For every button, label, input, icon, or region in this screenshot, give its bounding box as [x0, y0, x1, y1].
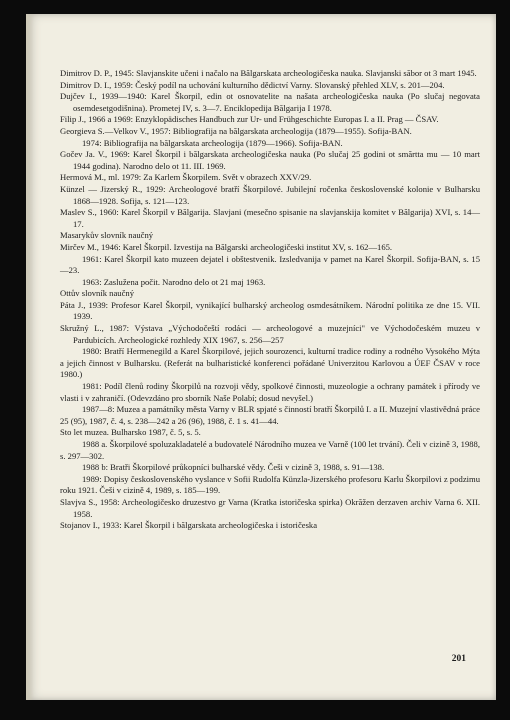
bibliography-entry: Mirčev M., 1946: Karel Škorpil. Izvestija na Bălgarski archeologičeski institut XV, s. 162—165. [60, 241, 393, 252]
bibliography-entry: 1988 a. Škorpilové spoluzakladatelé a budovatelé Národního muzea ve Varně (100 let trvání). Čeli v cizině 3, 1988, s. 297—302. [60, 439, 480, 461]
bibliography-entry: 1981: Podíl členů rodiny Škorpilů na rozvoji vědy, spolkové činnosti, muzeologie a ochrany památek i přírody ve vlasti i v zahraničí. (Odevzdáno pro sborník Naše Polabí; dosud nevyšel.) [60, 381, 480, 403]
bibliography-entry: Stojanov I., 1933: Karel Škorpil i bălgarskata archeologičeska i istoričeska [60, 520, 318, 531]
bibliography-entry: Dimitrov D. P., 1945: Slavjanskite učeni i načalo na Bălgarskata archeologičeska nauka. Slavjanski săbor ot 3 mart 1945. [60, 68, 477, 78]
page-number: 201 [451, 654, 466, 664]
bibliography-entry: Slavjva S., 1958: Archeologičesko druzestvo gr Varna (Kratka istoričeska spirka) Okrăžen derzaven archiv Varna 6. XII. 1958. [60, 496, 480, 519]
bibliography-entry: Georgieva S.—Velkov V., 1957: Bibliografija na bălgarskata archeologija (1879—1955). Sofija-BAN. [60, 125, 412, 136]
bibliography-entry: 1987—8: Muzea a památníky města Varny v BLR spjaté s činností bratří Škorpilů I. a II. Muzejní vlastivědná práce 25 (95), 1987, č. 4, s. 238—242 a 26 (96), 1988, č. 1 s. 41—44. [60, 404, 480, 426]
page-spine-shadow [26, 14, 34, 700]
bibliography-entry: 1963: Zaslužena počit. Narodno delo ot 21 maj 1963. [82, 276, 266, 287]
bibliography-list [60, 68, 480, 532]
bibliography-entry: Künzel — Jizerský R., 1929: Archeologové bratří Škorpilové. Jubilejní ročenka československé kolonie v Bulharsku 1868—1928. Sofija, s. 121—123. [60, 183, 480, 206]
bibliography-entry: Masarykův slovník naučný [60, 230, 154, 241]
bibliography-entry: Ottův slovník naučný [60, 288, 134, 299]
bibliography-entry: Hermová M., ml. 1979: Za Karlem Škorpilem. Svět v obrazech XXV/29. [60, 172, 312, 183]
bibliography-entry: Maslev S., 1960: Karel Škorpil v Bălgarija. Slavjani (mesečno spisanie na slavjanskija komitet v Bălgarija) XVI, s. 14—17. [60, 207, 480, 229]
bibliography-entry: Sto let muzea. Bulharsko 1987, č. 5, s. 5. [60, 427, 201, 438]
bibliography-entry: Dimitrov D. I., 1959: Český podíl na uchování kulturního dědictví Varny. Slovanský přehled XLV, s. 201—204. [60, 79, 445, 90]
book-page [26, 14, 496, 700]
bibliography-entry: Gočev Ja. V., 1969: Karel Škorpil i bălgarskata archeologičeska nauka (Po slučaj 25 godini ot smărtta mu — 10 mart 1944 godina). Narodno delo ot 11. III. 1969. [60, 149, 480, 171]
bibliography-entry: 1961: Karel Škorpil kato muzeen dejatel i obštestvenik. Izsledvanija v pamet na Karel Škorpil. Sofija-BAN, s. 15—23. [60, 253, 480, 276]
bibliography-entry: Páta J., 1939: Profesor Karel Škorpil, vynikající bulharský archeolog osmdesátníkem. Národní politika ze dne 15. VII. 1939. [60, 299, 480, 322]
bibliography-entry: Filip J., 1966 a 1969: Enzyklopädisches Handbuch zur Ur- und Frühgeschichte Europas I. a II. Prag — ČSAV. [60, 114, 439, 125]
bibliography-entry: Dujčev I., 1939—1940: Karel Škorpil, edin ot osnovatelite na našata archeologičeska nauka (Po slučaj negovata osemdesetgodišnina). Prometej IV, s. 3—7. Enciklopedija Bălgarija I 1978. [60, 91, 480, 113]
bibliography-entry: 1980: Bratří Hermenegild a Karel Škorpilové, jejich sourozenci, kulturní tradice rodiny a rodného Vysokého Mýta a jejich činnost v Bulharsku. (Referát na bulharistické konferenci pořádané Univerzitou Karlovou a ÚEF ČSAV v roce 1980.) [60, 346, 480, 380]
bibliography-entry: 1989: Dopisy československého vyslance v Sofii Rudolfa Künzla-Jizerského profesoru Karlu Škorpilovi z podzimu roku 1921. Češi v cizině 4, 1989, s. 185—199. [60, 473, 480, 496]
bibliography-entry: 1988 b: Bratři Škorpilové průkopníci bulharské vědy. Češi v cizině 3, 1988, s. 91—138. [82, 462, 385, 473]
bibliography-entry: Skružný L., 1987: Výstava „Východočeští rodáci — archeologové a muzejníci" ve Východočeském muzeu v Pardubicích. Archeologické rozhledy XIX 1967, s. 256—257 [60, 323, 480, 345]
bibliography-entry: 1974: Bibliografija na bălgarskata archeologija (1879—1966). Sofija-BAN. [82, 137, 343, 148]
